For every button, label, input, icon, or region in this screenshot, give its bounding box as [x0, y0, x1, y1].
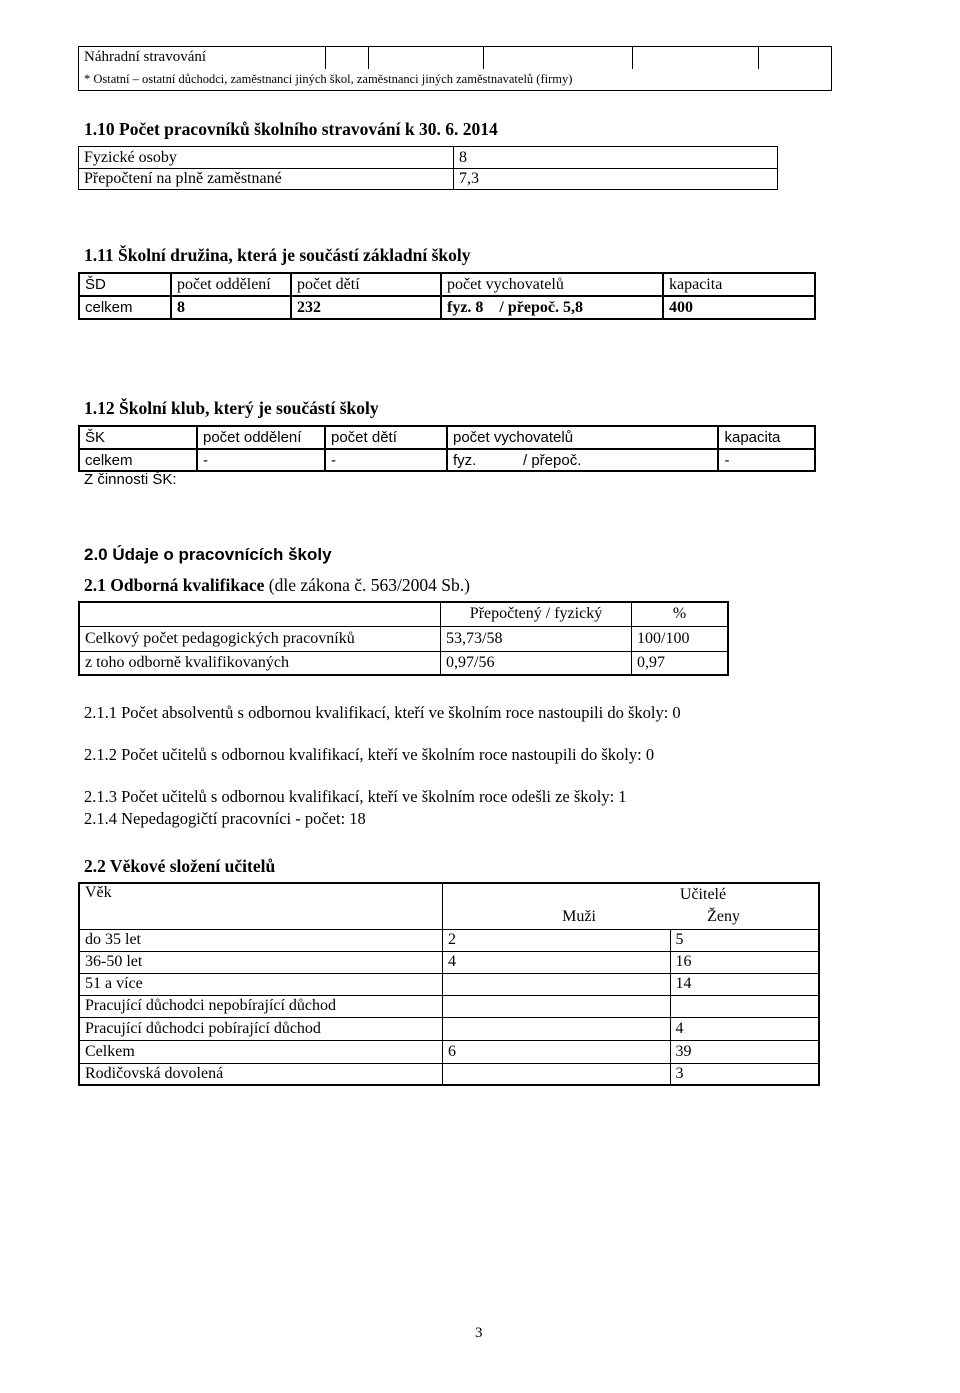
section-2-0-heading: 2.0 Údaje o pracovnících školy [84, 545, 332, 564]
table-subheader-row: Muži Ženy [79, 906, 819, 929]
after-school-club-table [78, 425, 816, 472]
table-row: 51 a více 14 [79, 973, 819, 995]
age-table [78, 882, 820, 1086]
line-2-1-2: 2.1.2 Počet učitelů s odbornou kvalifikací, kteří ve školním roce nastoupili do školy: 0 [84, 745, 655, 764]
qualification-table [78, 601, 729, 676]
table-row: z toho odborně kvalifikovaných 0,97/56 0,97 [79, 651, 728, 675]
table-header-row: ŠK počet oddělení počet dětí počet vychovatelů kapacita [79, 426, 815, 449]
section-2-2-heading: 2.2 Věkové složení učitelů [84, 856, 276, 876]
line-2-1-4: 2.1.4 Nepedagogičtí pracovníci - počet: 18 [84, 809, 366, 828]
table-row: celkem - - fyz. / přepoč. - [79, 449, 815, 471]
line-2-1-1: 2.1.1 Počet absolventů s odbornou kvalifikací, kteří ve školním roce nastoupili do školy: 0 [84, 703, 681, 722]
table-header-row: Věk Učitelé [79, 883, 819, 906]
table-row: Pracující důchodci nepobírající důchod [79, 995, 819, 1017]
table-row: celkem 8 232 fyz. 8 / přepoč. 5,8 400 [79, 296, 815, 319]
nahradni-title: Náhradní stravování [79, 47, 326, 69]
table-row: do 35 let 2 5 [79, 929, 819, 951]
school-club-table [78, 272, 816, 320]
section-2-1-heading: 2.1 Odborná kvalifikace (dle zákona č. 563/2004 Sb.) [84, 575, 470, 595]
table-row: Fyzické osoby 8 [79, 147, 778, 169]
section-1-10-heading: 1.10 Počet pracovníků školního stravování k 30. 6. 2014 [84, 119, 498, 139]
table-row: Celkový počet pedagogických pracovníků 53,73/58 100/100 [79, 626, 728, 651]
page-number: 3 [475, 1325, 483, 1341]
nahradni-footnote: * Ostatní – ostatní důchodci, zaměstnanci jiných škol, zaměstnanci jiných zaměstnavatelů (firmy) [79, 69, 832, 91]
table-row: Rodičovská dovolená 3 [79, 1063, 819, 1085]
table-row: Přepočtení na plně zaměstnané 7,3 [79, 169, 778, 190]
table-row: Celkem 6 39 [79, 1040, 819, 1063]
staff-dining-table [78, 146, 778, 190]
club-activities-label: Z činnosti ŠK: [84, 471, 177, 488]
table-header-row: ŠD počet oddělení počet dětí počet vychovatelů kapacita [79, 273, 815, 296]
nahradni-table [78, 46, 832, 91]
table-header-row: Přepočtený / fyzický % [79, 602, 728, 626]
line-2-1-3: 2.1.3 Počet učitelů s odbornou kvalifikací, kteří ve školním roce odešli ze školy: 1 [84, 787, 627, 806]
section-1-12-heading: 1.12 Školní klub, který je součástí školy [84, 398, 379, 418]
section-1-11-heading: 1.11 Školní družina, která je součástí základní školy [84, 245, 471, 265]
table-row: Pracující důchodci pobírající důchod 4 [79, 1017, 819, 1040]
table-row: 36-50 let 4 16 [79, 951, 819, 973]
